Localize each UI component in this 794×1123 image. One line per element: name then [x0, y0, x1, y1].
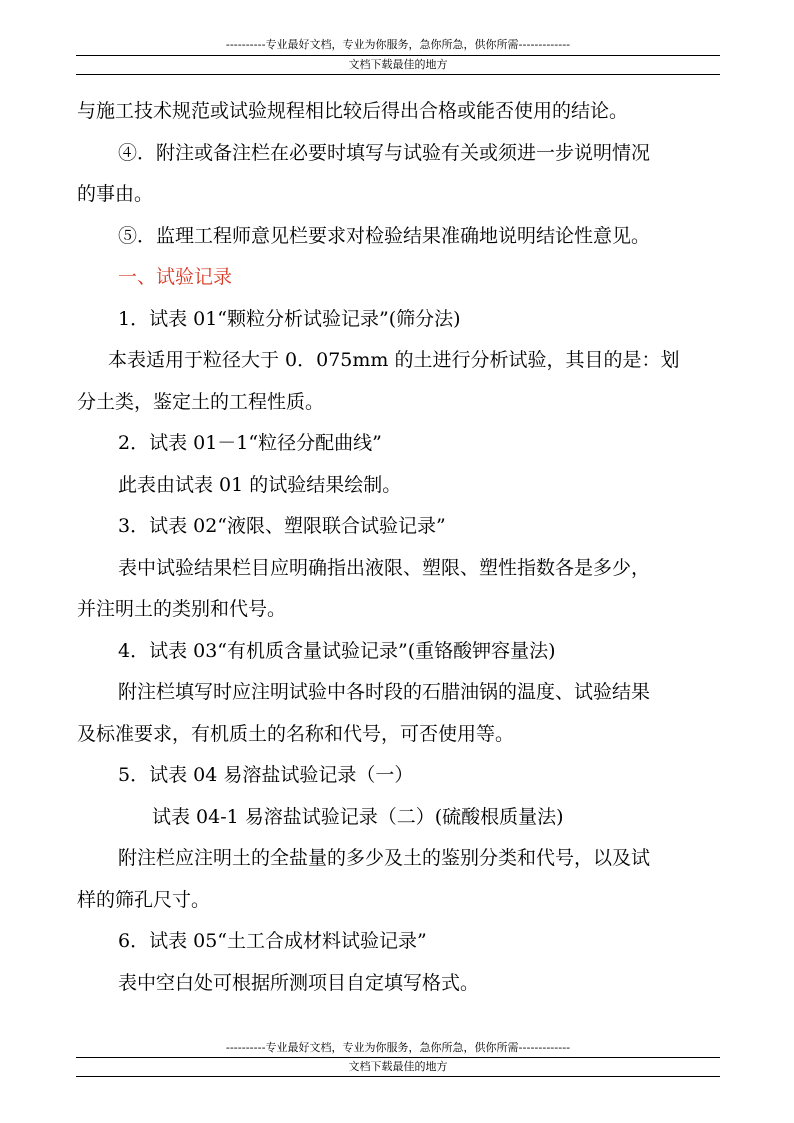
body-line: 本表适用于粒径大于 0．075mm 的土进行分析试验，其目的是：划	[108, 349, 680, 371]
body-line: 分土类，鉴定土的工程性质。	[77, 391, 325, 413]
footer-rule-bottom	[76, 1076, 720, 1077]
body-line: 的事由。	[77, 183, 154, 205]
body-line: 2．试表 01－1“粒径分配曲线”	[118, 432, 382, 454]
body-line: 1．试表 01“颗粒分析试验记录”(筛分法)	[118, 308, 461, 330]
footer-tagline: ----------专业最好文档，专业为你服务，急你所急，供你所需-------------	[225, 1041, 571, 1054]
header-tagline: ----------专业最好文档，专业为你服务，急你所急，供你所需-------------	[225, 38, 571, 51]
body-line: 表中空白处可根据所测项目自定填写格式。	[118, 972, 480, 994]
body-line: 5．试表 04 易溶盐试验记录（一）	[118, 764, 414, 786]
footer-rule	[76, 1057, 720, 1058]
body-line: 4．试表 03“有机质含量试验记录”(重铬酸钾容量法)	[118, 640, 556, 662]
body-line: 并注明土的类别和代号。	[77, 598, 287, 620]
header-rule-bottom	[76, 74, 720, 75]
body-line: 与施工技术规范或试验规程相比较后得出合格或能否使用的结论。	[77, 100, 629, 122]
body-line: 试表 04-1 易溶盐试验记录（二）(硫酸根质量法)	[152, 806, 564, 828]
footer-subtitle: 文档下载最佳的地方	[348, 1060, 448, 1073]
body-line: 表中试验结果栏目应明确指出液限、塑限、塑性指数各是多少，	[118, 557, 651, 579]
body-line: 及标准要求，有机质土的名称和代号，可否使用等。	[77, 723, 515, 745]
body-line: 样的筛孔尺寸。	[77, 889, 211, 911]
body-line: ④．附注或备注栏在必要时填写与试验有关或须进一步说明情况	[118, 142, 651, 164]
header-subtitle: 文档下载最佳的地方	[348, 58, 448, 71]
body-line: 此表由试表 01 的试验结果绘制。	[118, 474, 402, 496]
body-line: 附注栏应注明土的全盐量的多少及土的鉴别分类和代号，以及试	[118, 847, 651, 869]
body-line: 附注栏填写时应注明试验中各时段的石腊油锅的温度、试验结果	[118, 681, 651, 703]
body-line: 3．试表 02“液限、塑限联合试验记录”	[118, 515, 446, 537]
header-rule	[76, 55, 720, 56]
body-line: 6．试表 05“土工合成材料试验记录”	[118, 930, 427, 952]
section-heading: 一、试验记录	[118, 266, 233, 288]
body-line: ⑤．监理工程师意见栏要求对检验结果准确地说明结论性意见。	[118, 225, 651, 247]
